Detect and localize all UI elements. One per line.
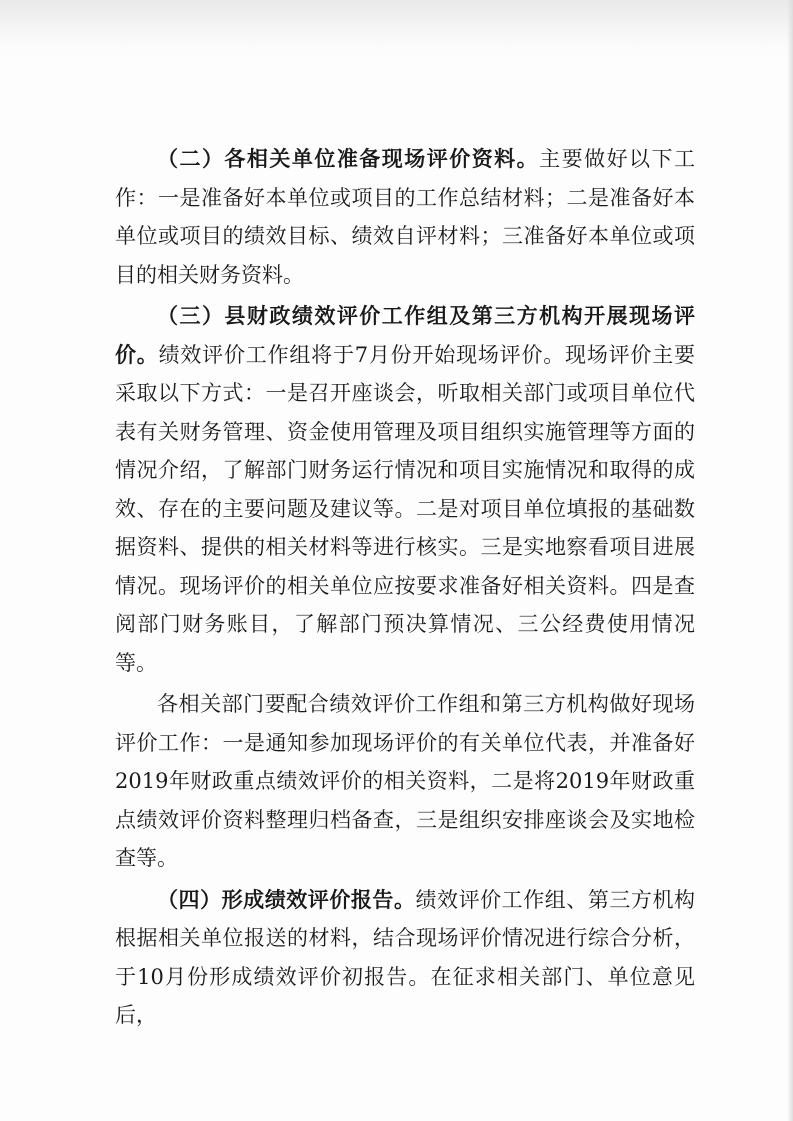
paragraph-onsite-evaluation: [115, 297, 695, 682]
paragraph-evaluation-report: [115, 881, 695, 1035]
scan-shadow-right: [787, 0, 793, 1121]
scan-shadow-top: [0, 0, 793, 60]
paragraph-cooperation: [115, 685, 695, 878]
section-heading-two: （二）各相关单位准备现场评价资料。: [157, 146, 540, 171]
section-heading-four: （四）形成绩效评价报告。: [157, 886, 416, 912]
paragraph-prepare-materials: [115, 140, 695, 294]
document-body: [115, 140, 695, 1035]
paragraph-text: 主要做好以下工作：一是准备好本单位或项目的工作总结材料；二是准备好本单位或项目的绩效目标、绩效自评材料；三准备好本单位或项目的相关财务资料。: [115, 147, 696, 287]
section-heading-three: （三）县财政绩效评价工作组及第三方机构开展现场评价。: [115, 303, 695, 367]
paragraph-text: 绩效评价工作组、第三方机构根据相关单位报送的材料，结合现场评价情况进行综合分析，于10月份形成绩效评价初报告。在征求相关部门、单位意见后，: [115, 887, 695, 1027]
paragraph-text: 绩效评价工作组将于7月份开始现场评价。现场评价主要采取以下方式：一是召开座谈会，听取相关部门或项目单位代表有关财务管理、资金使用管理及项目组织实施管理等方面的情况介绍，了解部门财务运行情况和项目实施情况和取得的成效、存在的主要问题及建议等。二是对项目单位填报的基础数据资料、提供的相关材料等进行核实。三是实地察看项目进展情况。现场评价的相关单位应按要求准备好相关资料。四是查阅部门财务账目，了解部门预决算情况、三公经费使用情况等。: [115, 342, 696, 675]
paragraph-text: 各相关部门要配合绩效评价工作组和第三方机构做好现场评价工作：一是通知参加现场评价的有关单位代表，并准备好2019年财政重点绩效评价的相关资料，二是将2019年财政重点绩效评价资料整理归档备查，三是组织安排座谈会及实地检查等。: [115, 692, 695, 870]
